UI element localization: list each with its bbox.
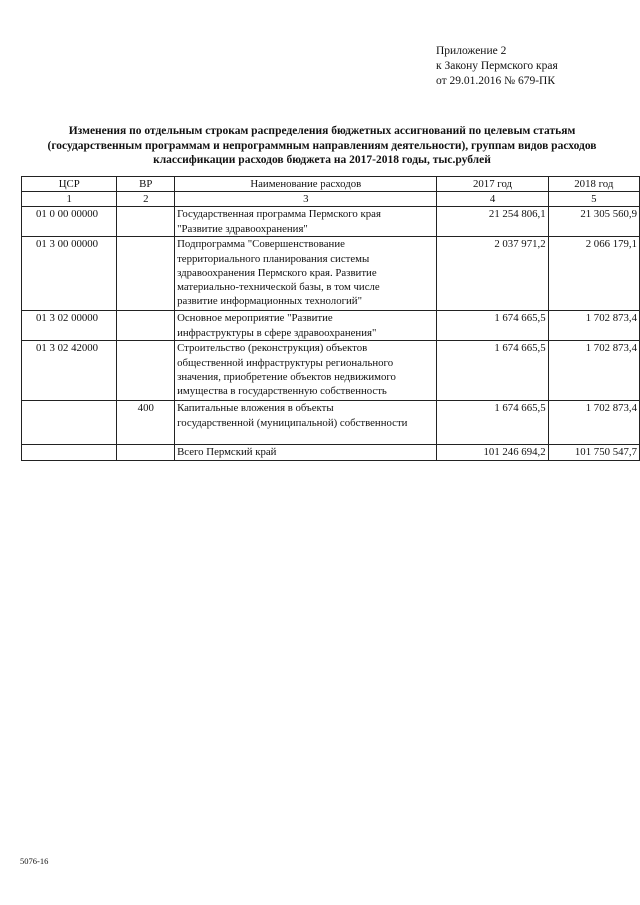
name-line: Строительство (реконструкция) объектов xyxy=(177,342,368,355)
cell-2017: 1 674 665,5 xyxy=(437,311,548,341)
column-number: 2 xyxy=(117,192,175,207)
cell-2018: 1 702 873,4 xyxy=(548,341,639,401)
appendix-line: к Закону Пермского края xyxy=(436,60,558,72)
header-csr: ЦСР xyxy=(22,177,117,192)
name-line: общественной инфраструктуры регионального xyxy=(177,356,394,369)
cell-2017: 2 037 971,2 xyxy=(437,237,548,311)
header-name: Наименование расходов xyxy=(175,177,437,192)
cell-vr xyxy=(117,207,175,237)
name-line: значения, приобретение объектов недвижимого xyxy=(177,370,396,383)
cell-csr xyxy=(22,445,117,460)
header-2017: 2017 год xyxy=(437,177,548,192)
table-row xyxy=(22,401,640,445)
name-line: имущества в государственную собственность xyxy=(177,385,387,398)
name-line: Государственная программа Пермского края xyxy=(177,208,381,221)
column-number: 1 xyxy=(22,192,117,207)
cell-csr: 01 3 02 42000 xyxy=(22,341,117,401)
appendix-block xyxy=(436,44,558,89)
cell-csr: 01 3 00 00000 xyxy=(22,237,117,311)
name-line: материально-технической базы, в том числе xyxy=(177,281,380,294)
name-line: Основное мероприятие "Развитие xyxy=(177,312,333,325)
cell-name xyxy=(175,237,437,311)
name-line: "Развитие здравоохранения" xyxy=(177,222,308,235)
title-line: классификации расходов бюджета на 2017-2018 годы, тыс.рублей xyxy=(153,154,491,166)
name-line: территориального планирования системы xyxy=(177,252,370,265)
header-2018: 2018 год xyxy=(548,177,639,192)
appendix-line: Приложение 2 xyxy=(436,45,507,57)
name-line: Капитальные вложения в объекты xyxy=(177,402,334,415)
cell-2017: 21 254 806,1 xyxy=(437,207,548,237)
budget-table xyxy=(21,176,640,461)
table-number-row xyxy=(22,192,640,207)
table-total-row xyxy=(22,445,640,460)
appendix-line: от 29.01.2016 № 679-ПК xyxy=(436,75,556,87)
name-line: Подпрограмма "Совершенствование xyxy=(177,238,345,251)
cell-2018: 21 305 560,9 xyxy=(548,207,639,237)
table-header-row xyxy=(22,177,640,192)
cell-csr: 01 3 02 00000 xyxy=(22,311,117,341)
cell-name xyxy=(175,401,437,445)
table-row xyxy=(22,237,640,311)
cell-vr: 400 xyxy=(117,401,175,445)
total-2017: 101 246 694,2 xyxy=(437,445,548,460)
cell-csr: 01 0 00 00000 xyxy=(22,207,117,237)
cell-2017: 1 674 665,5 xyxy=(437,341,548,401)
table-row xyxy=(22,341,640,401)
table-row xyxy=(22,311,640,341)
cell-2018: 1 702 873,4 xyxy=(548,401,639,445)
cell-vr xyxy=(117,237,175,311)
name-line: развитие информационных технологий" xyxy=(177,295,362,308)
header-vr: ВР xyxy=(117,177,175,192)
name-line: инфраструктуры в сфере здравоохранения" xyxy=(177,326,377,339)
total-label: Всего Пермский край xyxy=(175,445,437,460)
cell-vr xyxy=(117,341,175,401)
document-title xyxy=(20,124,624,168)
cell-vr xyxy=(117,311,175,341)
title-line: (государственным программам и непрограммным направлениям деятельности), группам видов расходов xyxy=(47,139,597,152)
cell-vr xyxy=(117,445,175,460)
cell-2018: 2 066 179,1 xyxy=(548,237,639,311)
cell-name xyxy=(175,341,437,401)
table-row xyxy=(22,207,640,237)
cell-2018: 1 702 873,4 xyxy=(548,311,639,341)
column-number: 4 xyxy=(437,192,548,207)
name-line: здравоохранения Пермского края. Развитие xyxy=(177,266,377,279)
column-number: 3 xyxy=(175,192,437,207)
title-line: Изменения по отдельным строкам распределения бюджетных ассигнований по целевым статьям xyxy=(68,125,576,137)
total-2018: 101 750 547,7 xyxy=(548,445,639,460)
cell-2017: 1 674 665,5 xyxy=(437,401,548,445)
document-code: 5076-16 xyxy=(20,856,49,866)
column-number: 5 xyxy=(548,192,639,207)
cell-name xyxy=(175,207,437,237)
cell-name xyxy=(175,311,437,341)
name-line: государственной (муниципальной) собственности xyxy=(177,416,408,429)
cell-csr xyxy=(22,401,117,445)
